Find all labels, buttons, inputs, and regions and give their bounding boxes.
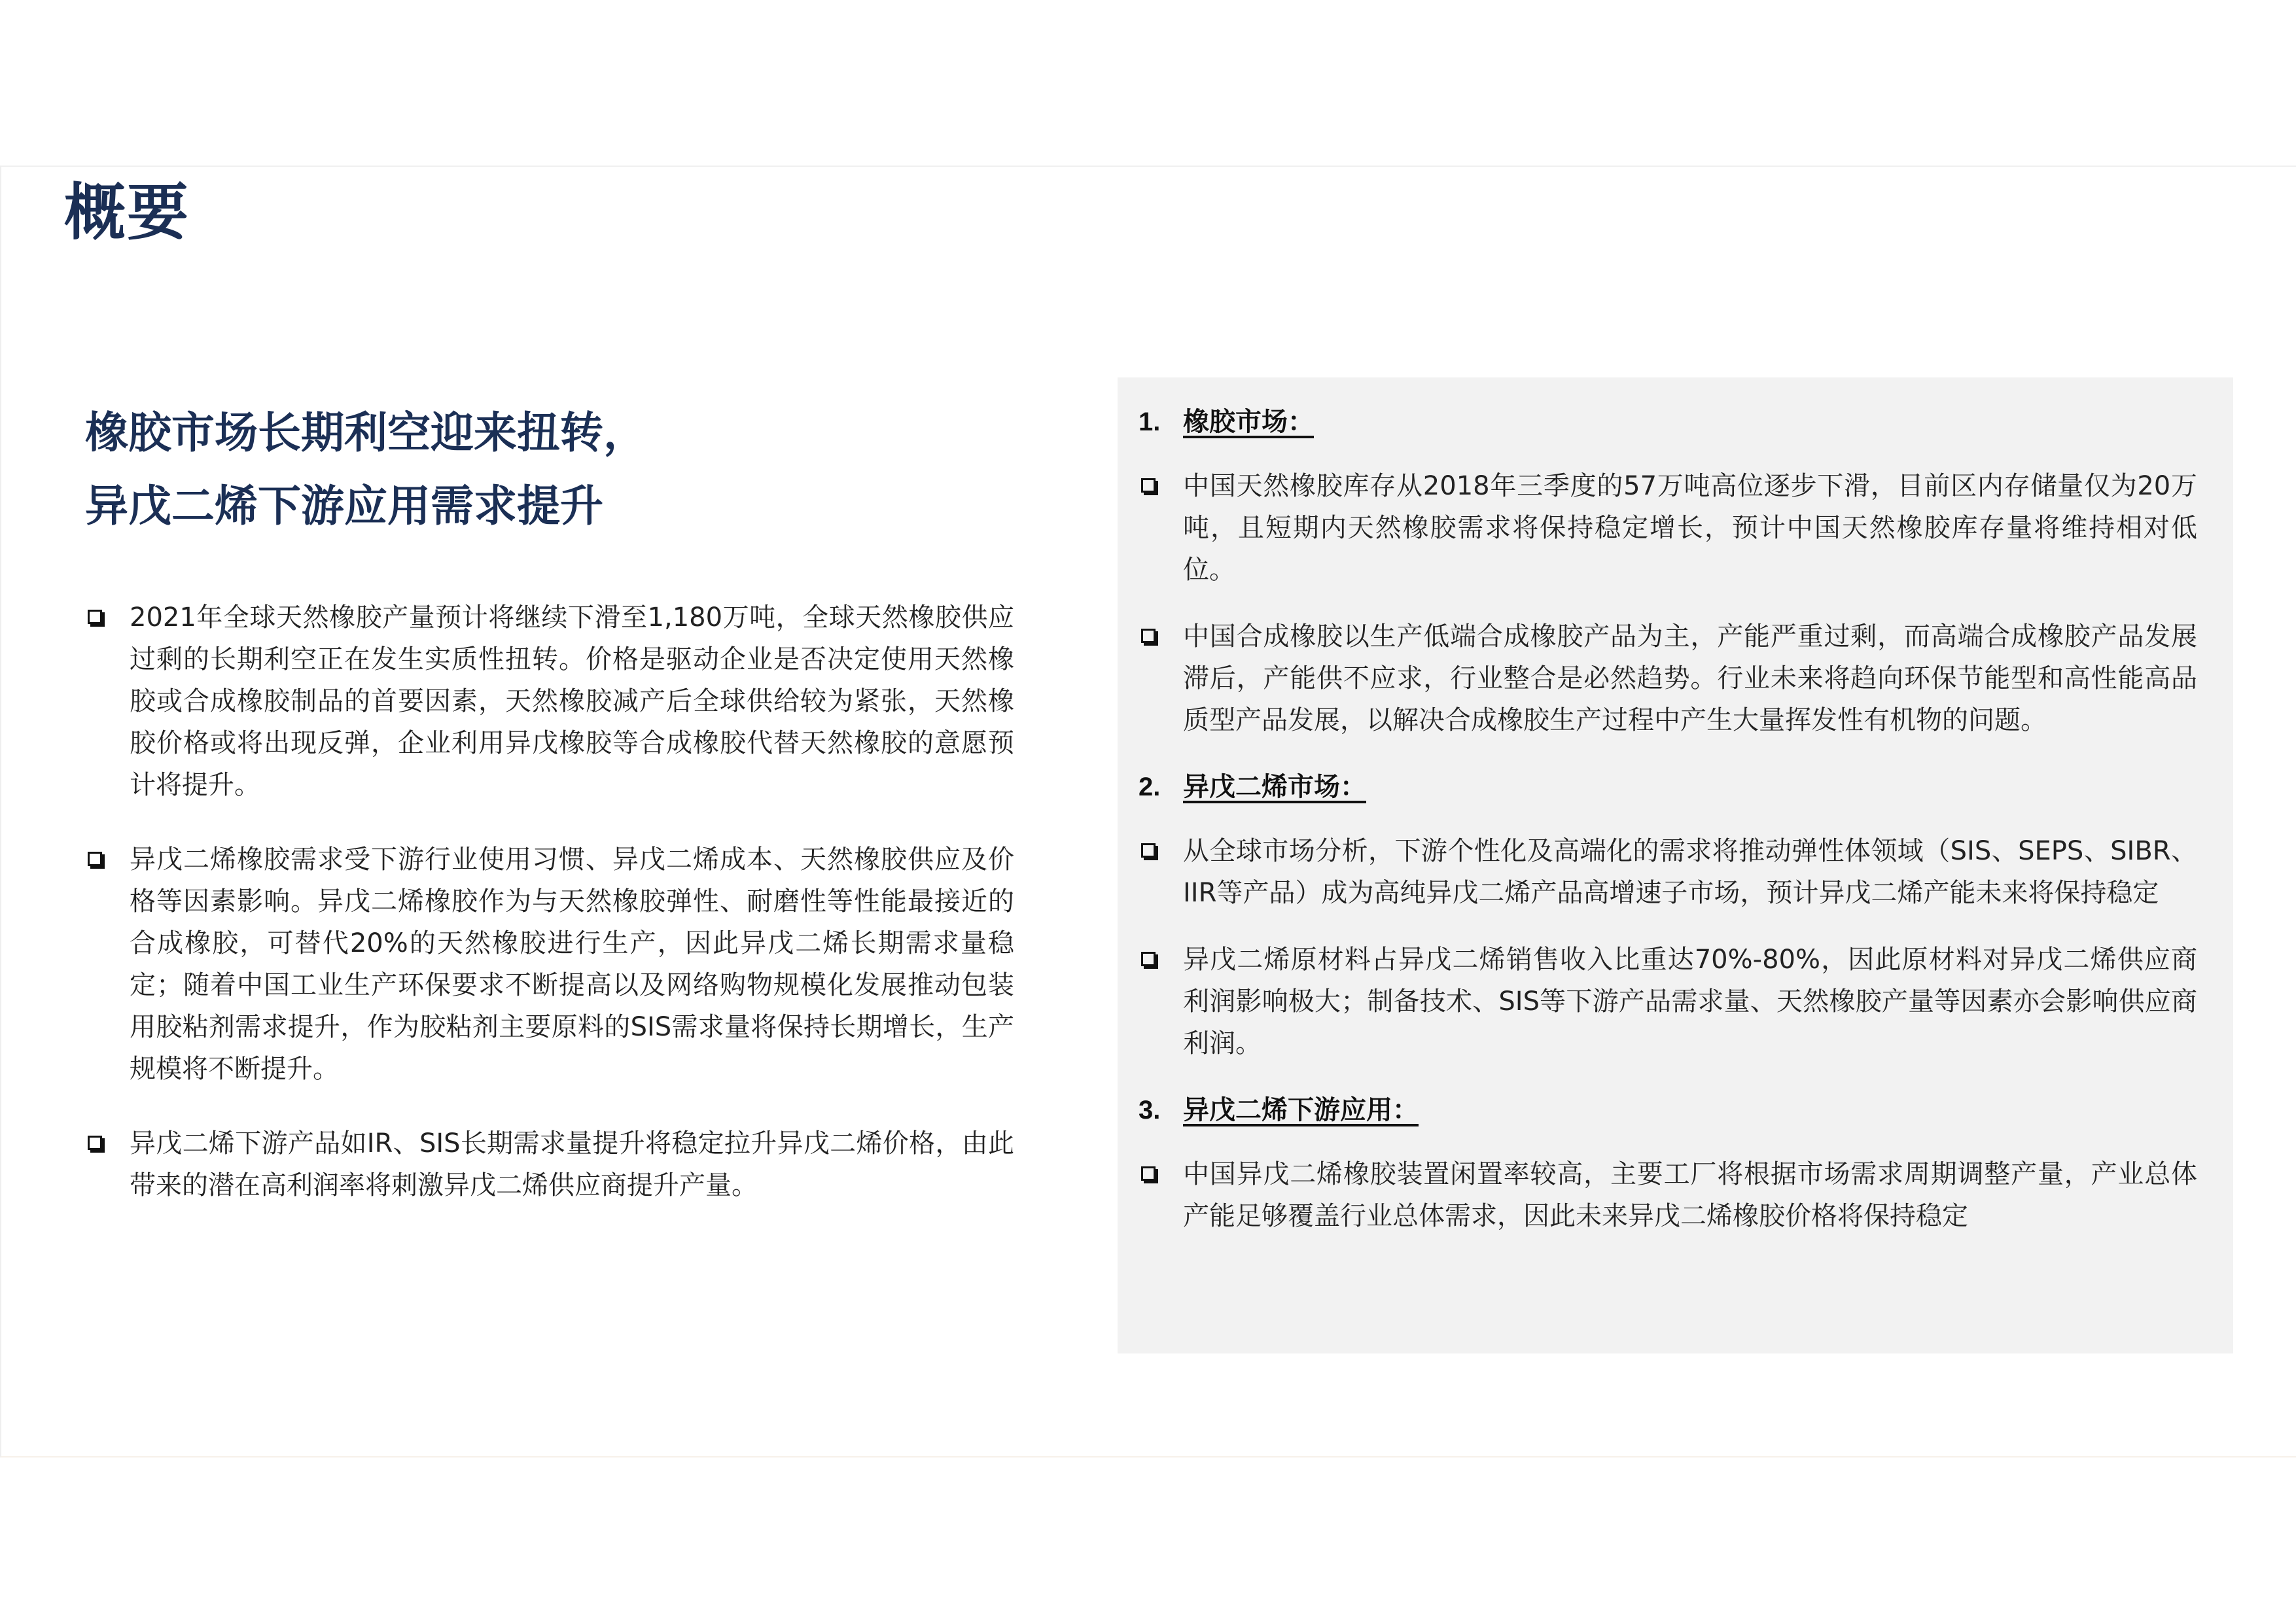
section-heading-rubber-market <box>1139 401 2197 443</box>
section-number: 1. <box>1139 408 1161 436</box>
checkbox-icon <box>1141 952 1156 966</box>
summary-bullet-list <box>85 597 1014 1239</box>
checkbox-icon <box>1141 478 1156 493</box>
headline-line-2: 异戊二烯下游应用需求提升 <box>85 481 603 531</box>
headline-line-1: 橡胶市场长期利空迎来扭转， <box>85 408 646 458</box>
section-heading-isoprene-market <box>1139 766 2197 808</box>
section-bullet <box>1139 616 2197 741</box>
section-bullet-text: 从全球市场分析，下游个性化及高端化的需求将推动弹性体领域（SIS、SEPS、SIBR、IIR等产品）成为高纯异戊二烯产品高增速子市场，预计异戊二烯产能未来将保持稳定 <box>1183 836 2197 908</box>
key-points-content <box>1139 401 2197 1237</box>
summary-bullet <box>85 597 1014 806</box>
key-points-panel <box>1118 377 2233 1353</box>
section-number: 2. <box>1139 773 1161 801</box>
headline <box>85 396 1001 543</box>
summary-bullet <box>85 839 1014 1090</box>
section-heading-label: 异戊二烯下游应用： <box>1183 1095 1419 1125</box>
checkbox-icon <box>88 852 102 866</box>
checkbox-icon <box>1141 843 1156 858</box>
summary-bullet-text: 2021年全球天然橡胶产量预计将继续下滑至1,180万吨，全球天然橡胶供应过剩的长期利空正在发生实质性扭转。价格是驱动企业是否决定使用天然橡胶或合成橡胶制品的首要因素，天然橡胶减产后全球供给较为紧张，天然橡胶价格或将出现反弹，企业利用异戊橡胶等合成橡胶代替天然橡胶的意愿预计将提升。 <box>130 602 1014 800</box>
summary-bullet-text: 异戊二烯橡胶需求受下游行业使用习惯、异戊二烯成本、天然橡胶供应及价格等因素影响。异戊二烯橡胶作为与天然橡胶弹性、耐磨性等性能最接近的合成橡胶，可替代20%的天然橡胶进行生产，因此异戊二烯长期需求量稳定；随着中国工业生产环保要求不断提高以及网络购物规模化发展推动包装用胶粘剂需求提升，作为胶粘剂主要原料的SIS需求量将保持长期增长，生产规模将不断提升。 <box>130 845 1014 1084</box>
section-bullet <box>1139 830 2197 914</box>
summary-bullet <box>85 1123 1014 1206</box>
summary-bullet-text: 异戊二烯下游产品如IR、SIS长期需求量提升将稳定拉升异戊二烯价格，由此带来的潜在高利润率将刺激异戊二烯供应商提升产量。 <box>130 1128 1014 1200</box>
page-title: 概要 <box>64 177 190 249</box>
section-bullet-text: 中国异戊二烯橡胶装置闲置率较高，主要工厂将根据市场需求周期调整产量，产业总体产能足够覆盖行业总体需求，因此未来异戊二烯橡胶价格将保持稳定 <box>1183 1159 2197 1231</box>
section-bullet <box>1139 465 2197 591</box>
section-bullet-text: 中国合成橡胶以生产低端合成橡胶产品为主，产能严重过剩，而高端合成橡胶产品发展滞后，产能供不应求，行业整合是必然趋势。行业未来将趋向环保节能型和高性能高品质型产品发展，以解决合成橡胶生产过程中产生大量挥发性有机物的问题。 <box>1183 621 2197 735</box>
section-bullet-text: 异戊二烯原材料占异戊二烯销售收入比重达70%-80%，因此原材料对异戊二烯供应商利润影响极大；制备技术、SIS等下游产品需求量、天然橡胶产量等因素亦会影响供应商利润。 <box>1183 945 2197 1058</box>
section-heading-downstream-applications <box>1139 1089 2197 1131</box>
checkbox-icon <box>1141 629 1156 643</box>
section-bullet-text: 中国天然橡胶库存从2018年三季度的57万吨高位逐步下滑，目前区内存储量仅为20万吨，且短期内天然橡胶需求将保持稳定增长，预计中国天然橡胶库存量将维持相对低位。 <box>1183 471 2197 585</box>
section-bullet <box>1139 1153 2197 1237</box>
section-bullet <box>1139 939 2197 1064</box>
checkbox-icon <box>88 1136 102 1150</box>
checkbox-icon <box>88 610 102 624</box>
checkbox-icon <box>1141 1166 1156 1181</box>
section-heading-label: 异戊二烯市场： <box>1183 772 1366 802</box>
section-number: 3. <box>1139 1096 1161 1125</box>
section-heading-label: 橡胶市场： <box>1183 407 1314 437</box>
